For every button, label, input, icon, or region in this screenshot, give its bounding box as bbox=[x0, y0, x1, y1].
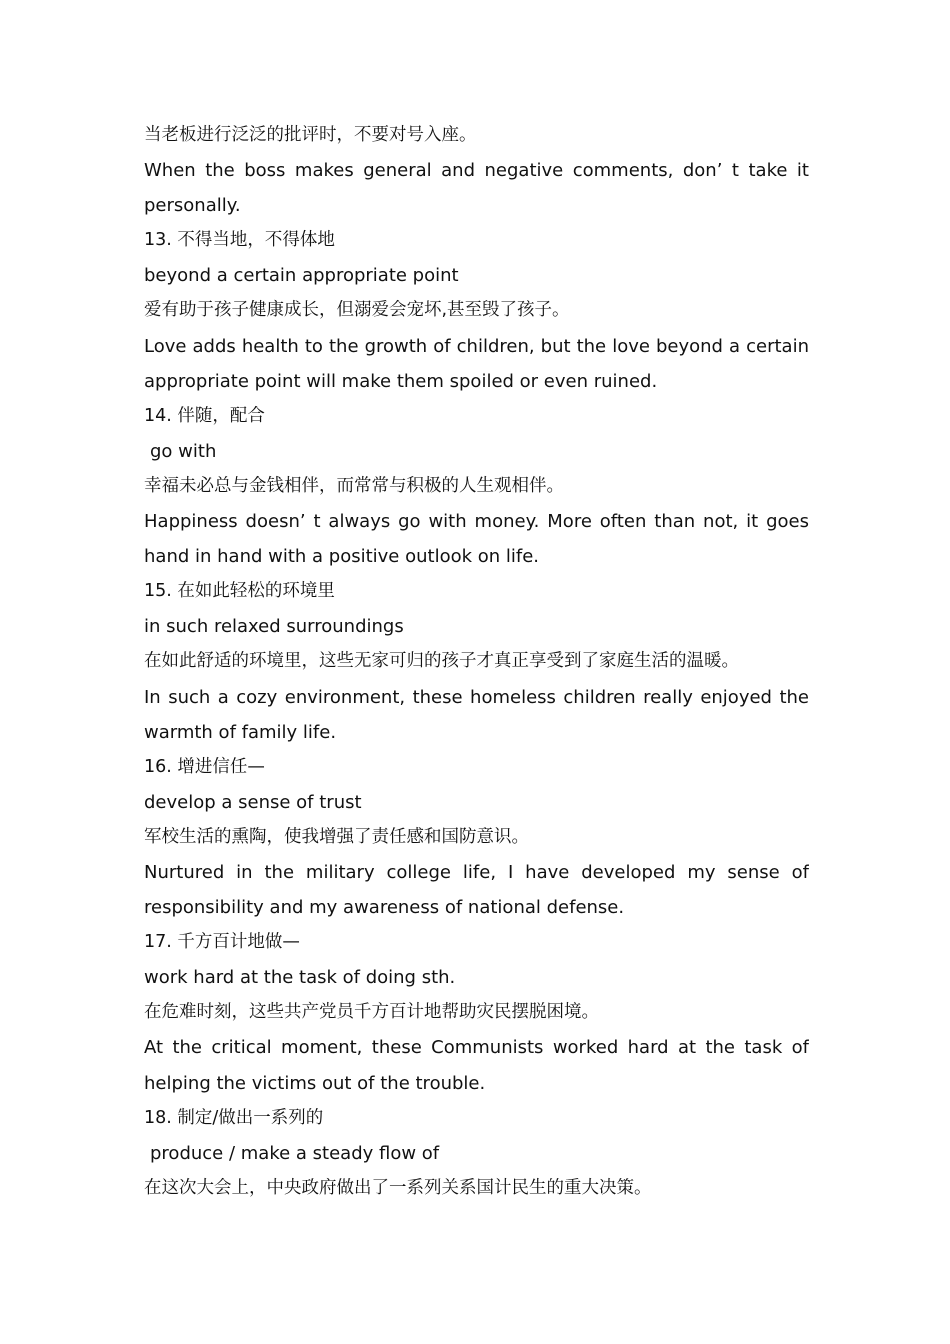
cn-sentence-17: 在危难时刻，这些共产党员千方百计地帮助灾民摆脱困境。 bbox=[144, 1002, 599, 1023]
phrase-15: in such relaxed surroundings bbox=[144, 616, 404, 638]
en-sentence-14-line-1: Happiness doesn’ t always go with money. More often than not, it goes bbox=[144, 511, 809, 533]
phrase-16: develop a sense of trust bbox=[144, 791, 362, 813]
entry-heading-14: 14. 伴随，配合 bbox=[144, 405, 265, 426]
en-sentence-14-line-2: hand in hand with a positive outlook on life. bbox=[144, 546, 540, 568]
en-sentence-13-line-1: Love adds health to the growth of children, but the love beyond a certain bbox=[144, 335, 809, 357]
phrase-17: work hard at the task of doing sth. bbox=[144, 967, 456, 989]
cn-sentence-16: 军校生活的熏陶，使我增强了责任感和国防意识。 bbox=[144, 826, 529, 847]
en-sentence-17-line-1: At the critical moment, these Communists worked hard at the task of bbox=[144, 1037, 809, 1059]
en-sentence-12-line-2: personally. bbox=[144, 195, 241, 217]
entry-heading-18: 18. 制定/做出一系列的 bbox=[144, 1107, 324, 1128]
document-body bbox=[144, 118, 809, 1206]
phrase-14: go with bbox=[150, 440, 217, 462]
entry-heading-17: 17. 千方百计地做— bbox=[144, 932, 300, 953]
cn-sentence-12: 当老板进行泛泛的批评时，不要对号入座。 bbox=[144, 125, 477, 145]
cn-sentence-14: 幸福未必总与金钱相伴，而常常与积极的人生观相伴。 bbox=[144, 475, 564, 496]
cn-sentence-15: 在如此舒适的环境里，这些无家可归的孩子才真正享受到了家庭生活的温暖。 bbox=[144, 651, 739, 672]
entry-heading-15: 15. 在如此轻松的环境里 bbox=[144, 581, 335, 602]
cn-sentence-13: 爱有助于孩子健康成长，但溺爱会宠坏,甚至毁了孩子。 bbox=[144, 300, 570, 321]
phrase-18: produce / make a steady flow of bbox=[150, 1142, 440, 1164]
en-sentence-15-line-2: warmth of family life. bbox=[144, 721, 337, 743]
cn-sentence-18: 在这次大会上，中央政府做出了一系列关系国计民生的重大决策。 bbox=[144, 1177, 652, 1198]
en-sentence-13-line-2: appropriate point will make them spoiled or even ruined. bbox=[144, 370, 658, 392]
phrase-13: beyond a certain appropriate point bbox=[144, 265, 459, 287]
en-sentence-12-line-1: When the boss makes general and negative comments, don’ t take it bbox=[144, 160, 809, 182]
en-sentence-17-line-2: helping the victims out of the trouble. bbox=[144, 1072, 486, 1094]
entry-heading-16: 16. 增进信任— bbox=[144, 756, 265, 777]
en-sentence-16-line-1: Nurtured in the military college life, I have developed my sense of bbox=[144, 861, 809, 883]
en-sentence-16-line-2: responsibility and my awareness of national defense. bbox=[144, 897, 625, 919]
entry-heading-13: 13. 不得当地，不得体地 bbox=[144, 230, 335, 251]
en-sentence-15-line-1: In such a cozy environment, these homeless children really enjoyed the bbox=[144, 686, 809, 708]
